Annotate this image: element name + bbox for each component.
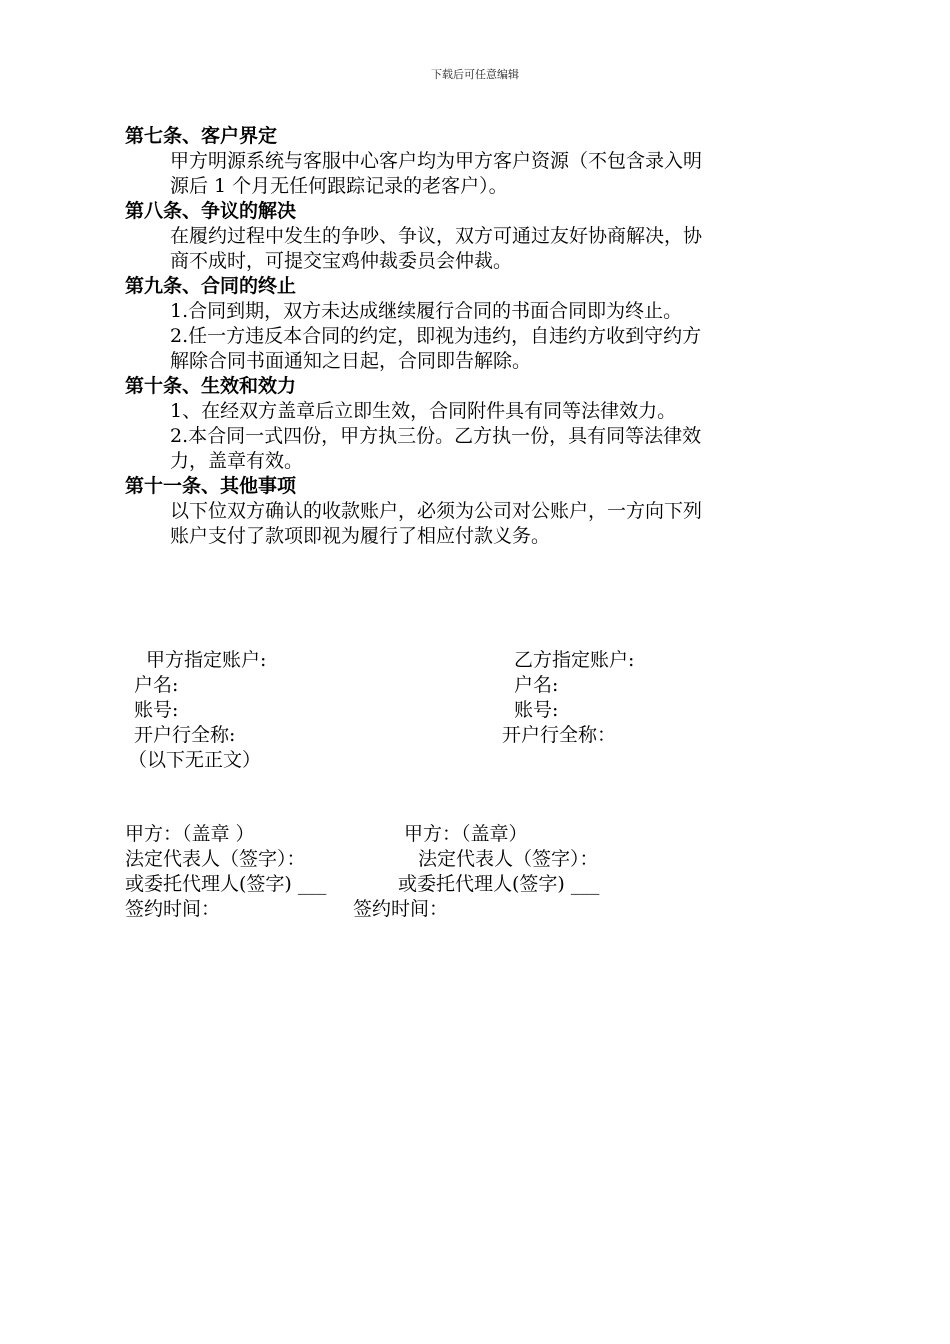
- article-11-line-1: 以下位双方确认的收款账户，必须为公司对公账户，一方向下列: [170, 500, 703, 522]
- party-b-bank-name: 开户行全称：: [502, 724, 617, 746]
- article-7-line-1: 甲方明源系统与客服中心客户均为甲方客户资源（不包含录入明: [170, 150, 703, 172]
- article-10-line-3: 力，盖章有效。: [170, 450, 304, 472]
- article-9-line-3: 解除合同书面通知之日起，合同即告解除。: [170, 350, 532, 372]
- article-11-line-2: 账户支付了款项即视为履行了相应付款义务。: [170, 525, 551, 547]
- party-b-account-title: 乙方指定账户:: [514, 649, 635, 671]
- article-11-heading: 第十一条、其他事项: [125, 475, 297, 497]
- right-legal-representative: 法定代表人（签字）：: [418, 848, 599, 870]
- left-signing-date: 签约时间：: [125, 898, 221, 920]
- article-10-heading: 第十条、生效和效力: [125, 375, 297, 397]
- page-header-note: 下载后可任意编辑: [431, 68, 519, 81]
- right-signing-date: 签约时间：: [353, 898, 449, 920]
- end-of-text-note: （以下无正文）: [128, 749, 262, 771]
- party-b-account-number: 账号:: [514, 699, 559, 721]
- article-7-line-2: 源后 1 个月无任何跟踪记录的老客户）。: [170, 175, 508, 197]
- article-8-line-1: 在履约过程中发生的争吵、争议，双方可通过友好协商解决，协: [170, 225, 703, 247]
- party-a-account-title: 甲方指定账户:: [146, 649, 267, 671]
- party-b-account-name: 户名:: [514, 674, 559, 696]
- left-party-seal: 甲方：（盖章 ）: [125, 823, 255, 845]
- article-9-line-2: 2.任一方违反本合同的约定，即视为违约，自违约方收到守约方: [170, 325, 702, 347]
- article-8-line-2: 商不成时，可提交宝鸡仲裁委员会仲裁。: [170, 250, 513, 272]
- right-party-seal: 甲方：（盖章）: [404, 823, 528, 845]
- right-authorized-agent: 或委托代理人(签字) ___: [398, 873, 600, 895]
- article-9-heading: 第九条、合同的终止: [125, 275, 297, 297]
- party-a-account-number: 账号:: [134, 699, 179, 721]
- article-7-heading: 第七条、客户界定: [125, 125, 278, 147]
- party-a-bank-name: 开户行全称:: [134, 724, 236, 746]
- article-10-line-1: 1、在经双方盖章后立即生效，合同附件具有同等法律效力。: [170, 400, 677, 422]
- article-10-line-2: 2.本合同一式四份，甲方执三份。乙方执一份，具有同等法律效: [170, 425, 702, 447]
- article-8-heading: 第八条、争议的解决: [125, 200, 297, 222]
- party-a-account-name: 户名:: [134, 674, 179, 696]
- left-authorized-agent: 或委托代理人(签字) ___: [125, 873, 327, 895]
- article-9-line-1: 1.合同到期，双方未达成继续履行合同的书面合同即为终止。: [170, 300, 683, 322]
- left-legal-representative: 法定代表人（签字）：: [125, 848, 306, 870]
